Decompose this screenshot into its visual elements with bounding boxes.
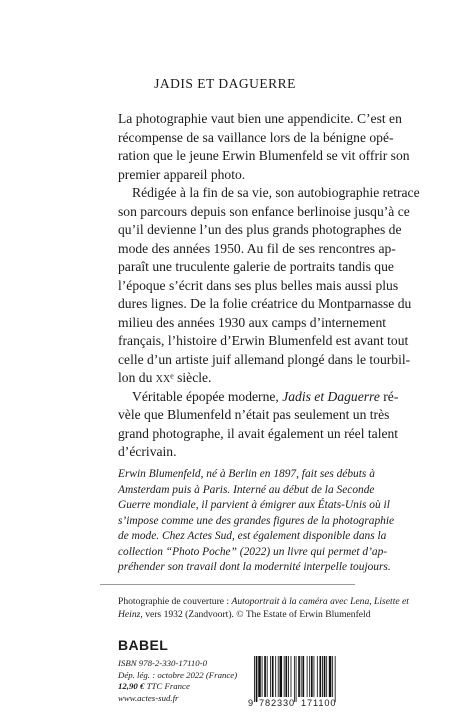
blurb-line: dures lignes. De la folie créatrice du Montparnasse du (118, 296, 412, 311)
bio-line: Erwin Blumenfeld, né à Berlin en 1897, fait ses débuts à (118, 468, 375, 480)
blurb-line: ration que le jeune Erwin Blumenfeld se vit offrir son (118, 148, 410, 163)
blurb-line: son parcours depuis son enfance berlinoise jusqu’à ce (118, 203, 410, 219)
blurb-line: La photographie vaut bien une appendicite. C’est en (118, 111, 402, 126)
bio-line: de mode. Chez Actes Sud, est également disponible dans la (118, 530, 387, 542)
bio-line: Amsterdam puis à Paris. Interné au début de la Seconde (118, 483, 375, 496)
bio-line: préhender son travail dont la modernité interpelle toujours. (118, 561, 391, 573)
legal-deposit: Dép. lég. : octobre 2022 (France) (118, 669, 238, 680)
blurb-line: récompense de sa vaillance lors de la bénigne opé- (118, 129, 394, 145)
blurb-line: paraît une truculente galerie de portraits tandis que (118, 259, 394, 274)
bio-line: collection “Photo Poche” (2022) un livre qui permet d’ap- (118, 545, 388, 558)
blurb-line: Rédigée à la fin de sa vie, son autobiographie retrace (132, 185, 420, 200)
credit-line-1: Photographie de couverture : Autoportrait à la caméra avec Lena, Lisette et (118, 596, 409, 607)
blurb-line: qu’il devienne l’un des plus grands photographes de (118, 222, 402, 237)
credit-line-2: Heinz, vers 1932 (Zandvoort). © The Estate of Erwin Blumenfeld (118, 608, 371, 620)
photo-credit (118, 596, 409, 621)
barcode-digit-lead: 9 (248, 698, 255, 708)
price: 12,90 € TTC France (118, 681, 190, 692)
blurb-line: français, l’histoire d’Erwin Blumenfeld est avant tout (118, 333, 409, 348)
blurb-line: mode des années 1950. Au fil de ses rencontres ap- (118, 240, 396, 256)
book-title: JADIS ET DAGUERRE (154, 76, 296, 91)
blurb-line: milieu des années 1930 aux camps d’internement (118, 314, 387, 330)
blurb-line: vèle que Blumenfeld n’était pas seulement un très (118, 407, 390, 422)
barcode-digits-left: 782330 (259, 698, 296, 708)
bio-line: s’impose comme une des grandes figures de la photographie (118, 514, 395, 527)
blurb-line: Véritable épopée moderne, Jadis et Daguerre ré- (132, 388, 399, 404)
blurb-line: celle d’un artiste juif allemand plongé dans le tourbil- (118, 351, 411, 367)
divider-line (100, 584, 355, 585)
website: www.actes-sud.fr (118, 692, 179, 703)
blurb-line: d’écrivain. (118, 444, 177, 459)
blurb-line: grand photographe, il avait également un réel talent (118, 425, 399, 441)
author-bio (118, 467, 395, 576)
bio-line: Guerre mondiale, il parvient à émigrer aux États-Unis où il (118, 499, 390, 511)
blurb-line: l’époque s’écrit dans ses plus belles mais aussi plus (118, 277, 399, 293)
barcode-digits-right: 171100 (301, 698, 337, 708)
blurb-line: lon du xxᵉ siècle. (118, 370, 212, 385)
isbn: ISBN 978-2-330-17110-0 (118, 658, 208, 668)
blurb (118, 110, 420, 462)
blurb-line: premier appareil photo. (118, 166, 246, 182)
publisher-name: BABEL (118, 637, 169, 653)
